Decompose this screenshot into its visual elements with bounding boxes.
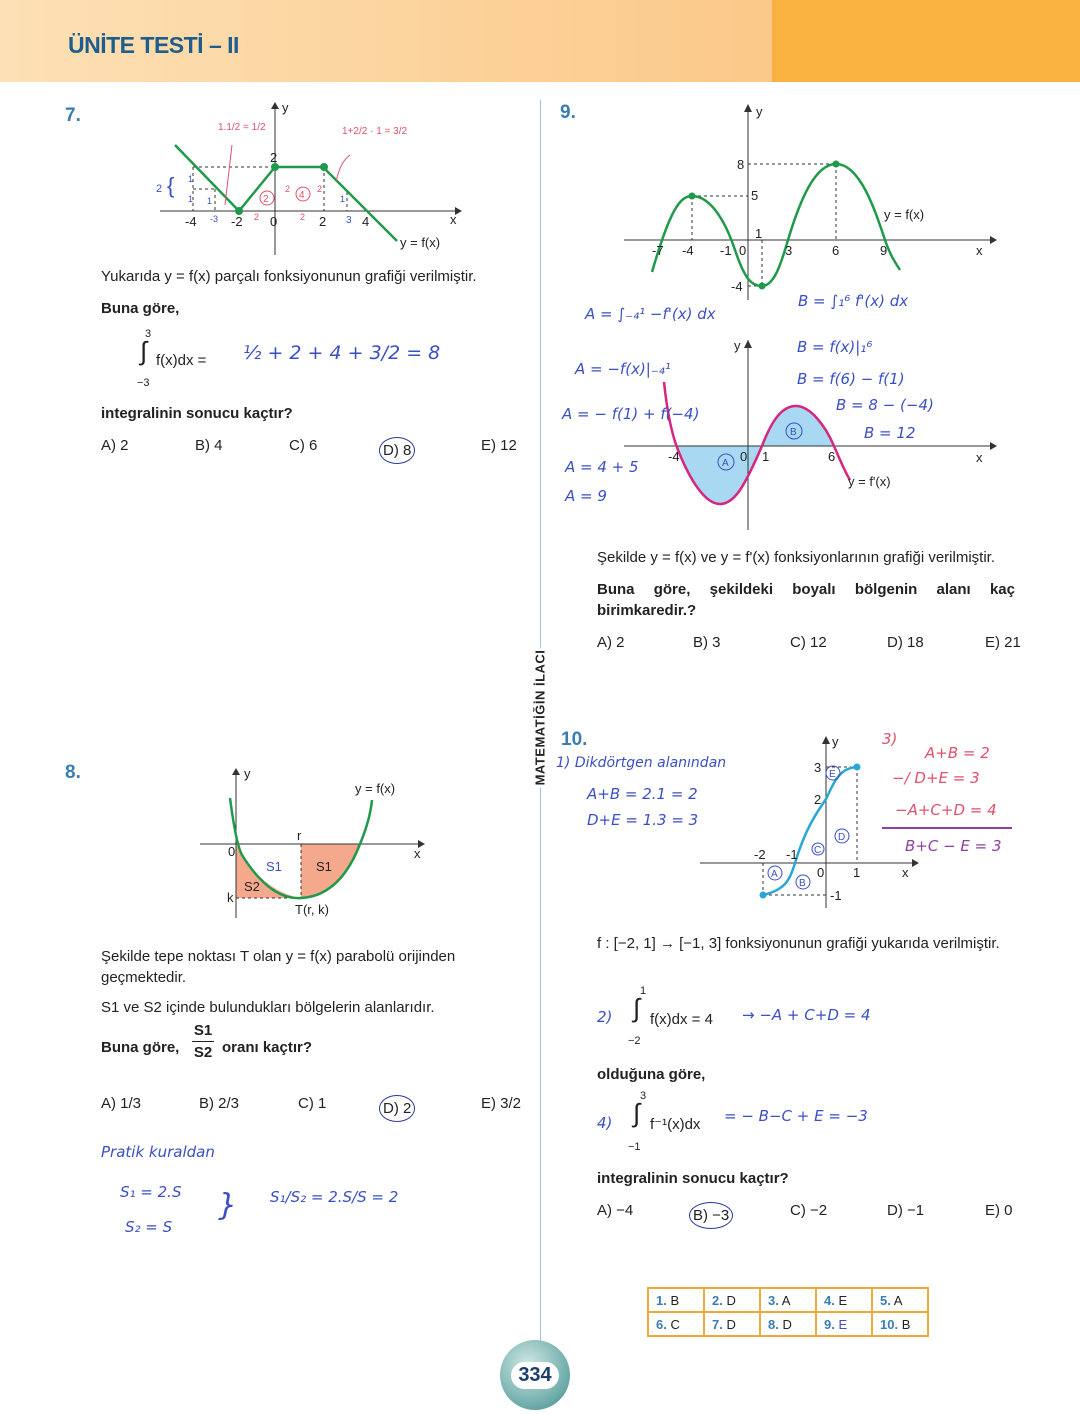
q7-graph-notes-m3: -3 <box>210 214 219 224</box>
q10-sum-line <box>882 827 1012 829</box>
q10-graph-x_ticks-0: -2 <box>754 847 766 862</box>
q9-graph_fp-regions-1: B <box>790 427 797 438</box>
q10-graph-regions-1: B <box>799 878 806 889</box>
answer_key-1-0-a: C <box>670 1316 680 1332</box>
q9-graph_fp-regions-0: A <box>722 458 729 469</box>
q8-graph-s2: S2 <box>244 879 260 894</box>
page-title: ÜNİTE TESTİ – II <box>68 32 239 58</box>
q8-option-b[interactable]: B) 2/3 <box>199 1095 240 1112</box>
q7-graph-notes-ones-2: 1 <box>207 196 213 206</box>
q10-work3-line1: A+B = 2 <box>925 744 990 762</box>
q10-work1-line2: D+E = 1.3 = 3 <box>587 811 699 829</box>
q8-graph-y_label: y <box>244 766 251 781</box>
q7-graph <box>150 100 470 260</box>
answer_key-0-4-n: 5. <box>880 1292 891 1308</box>
q10-graph-y_label: y <box>832 734 839 749</box>
q10-graph-x_ticks-1: -1 <box>786 847 798 862</box>
q7-graph-notes-twos-1: 2 <box>300 212 306 222</box>
q10-text: f : [−2, 1] → [−1, 3] fonksiyonunun grafiği yukarıda verilmiştir. <box>597 935 1000 952</box>
integral-sign: ∫ <box>633 1098 641 1128</box>
q10-option-c[interactable]: C) −2 <box>790 1202 828 1219</box>
answer_key-1-3-a: E <box>838 1316 848 1332</box>
q10-option-a[interactable]: A) −4 <box>597 1202 634 1219</box>
answer-key-table <box>647 1287 929 1337</box>
q9-graph_f-y_label: y <box>756 104 763 119</box>
q9-graph_f-x_ticks-1: -4 <box>682 243 694 258</box>
q8-option-e[interactable]: E) 3/2 <box>481 1095 522 1112</box>
q9-number: 9. <box>560 102 576 123</box>
answer-key-row <box>648 1312 928 1336</box>
q8-graph-origin: 0 <box>228 844 236 859</box>
q7-number: 7. <box>65 105 81 126</box>
q7-graph-x_ticks-2: 0 <box>270 214 278 229</box>
q7-integral-upper: 3 <box>145 328 152 340</box>
q9-work-b5: B = 12 <box>864 424 916 442</box>
x-label: x <box>450 212 457 227</box>
q8-work-line2: S₂ = S <box>125 1218 173 1236</box>
q10-work3-label: 3) <box>882 730 898 748</box>
q8-graph-s1_hand: S1 <box>266 859 282 874</box>
q7-graph-x_ticks-4: 4 <box>362 214 370 229</box>
answer_key-1-3-n: 9. <box>824 1316 835 1332</box>
sidebar-brand <box>528 640 552 800</box>
q7-graph-x_ticks-3: 2 <box>319 214 327 229</box>
q10-graph-regions-4: E <box>829 769 836 780</box>
q10-option-e[interactable]: E) 0 <box>985 1202 1013 1219</box>
q9-work-b2: B = f(x)|₁⁶ <box>797 338 873 356</box>
q8-option-d-selected[interactable]: D) 2 <box>379 1095 415 1122</box>
q8-work-title: Pratik kuraldan <box>101 1143 215 1161</box>
fprime-curve-label: y = f'(x) <box>848 474 891 489</box>
q10-graph-x_label: x <box>902 865 909 880</box>
q9-work-a2: A = −f(x)|₋₄¹ <box>575 360 671 378</box>
q9-graph_fp-x_label: x <box>976 450 983 465</box>
q7-prompt: Buna göre, <box>101 300 180 317</box>
q10-mid-text: olduğuna göre, <box>597 1066 706 1083</box>
q9-option-c[interactable]: C) 12 <box>790 634 827 651</box>
q10-work3-result: B+C − E = 3 <box>905 837 1002 855</box>
q9-graph_f-x_ticks-2: -1 <box>720 243 732 258</box>
q7-graph-notes-region4: 4 <box>299 190 305 201</box>
answer_key-0-2-n: 3. <box>768 1292 779 1308</box>
q7-graph-notes-right_top: 1+2/2 · 1 = 3/2 <box>342 126 408 137</box>
answer_key-0-0-n: 1. <box>656 1292 667 1308</box>
q10-int2-work: = − B−C + E = −3 <box>724 1107 868 1125</box>
answer_key-0-0-a: B <box>670 1292 680 1308</box>
q8-text2: S1 ve S2 içinde bulundukları bölgelerin alanlarıdır. <box>101 999 435 1016</box>
f-curve-label: y = f(x) <box>884 207 925 222</box>
q10-graph-y_ticks-2: -1 <box>830 888 842 903</box>
q10-graph-regions-3: D <box>838 832 846 843</box>
page-number-badge <box>500 1340 570 1410</box>
q7-text: Yukarıda y = f(x) parçalı fonksiyonunun grafiği verilmiştir. <box>101 268 477 285</box>
q8-graph-x_label: x <box>414 846 421 861</box>
q7-graph-notes-ones-1: 1 <box>188 194 194 204</box>
q8-prompt: Buna göre, <box>101 1039 180 1056</box>
q9-graph_fp-x_ticks-2: 1 <box>762 449 770 464</box>
q9-graph_f-x_ticks-4: 1 <box>755 226 763 241</box>
q10-int2-upper: 3 <box>640 1090 647 1102</box>
q9-graph_f-x_ticks-5: 3 <box>785 243 793 258</box>
q8-work-brace: } <box>218 1188 238 1223</box>
q10-int1-lower: −2 <box>628 1035 641 1047</box>
answer_key-1-2-a: D <box>782 1316 792 1332</box>
q9-graph_fp-x_ticks-0: -4 <box>668 449 680 464</box>
q10-int2-lower: −1 <box>628 1141 641 1153</box>
q10-work1-line1: A+B = 2.1 = 2 <box>587 785 698 803</box>
q8-graph-r: r <box>297 828 302 843</box>
answer_key-0-1-n: 2. <box>712 1292 723 1308</box>
q9-option-e[interactable]: E) 21 <box>985 634 1021 651</box>
q7-handwritten-work: ½ + 2 + 4 + 3/2 = 8 <box>243 342 441 364</box>
q7-graph-notes-left_top: 1.1/2 = 1/2 <box>218 122 266 133</box>
frac-bottom: S2 <box>192 1041 214 1063</box>
y-label: y <box>282 100 289 115</box>
q9-graph_f-x_ticks-7: 9 <box>880 243 888 258</box>
q7-graph-notes-ones-3: 1 <box>340 194 346 204</box>
answer_key-1-1-a: D <box>726 1316 736 1332</box>
answer_key-1-2-n: 8. <box>768 1316 779 1332</box>
q9-graph_f-y_ticks-2: -4 <box>731 279 743 294</box>
q10-int1-upper: 1 <box>640 985 647 997</box>
q7-option-b[interactable]: B) 4 <box>195 437 223 454</box>
curve-label: y = f(x) <box>355 781 396 796</box>
q7-graph-notes-twos-3: 2 <box>317 184 323 194</box>
q7-option-a[interactable]: A) 2 <box>101 437 129 454</box>
q8-fraction <box>192 1020 214 1063</box>
q8-option-c[interactable]: C) 1 <box>298 1095 327 1112</box>
q7-integral-lower: −3 <box>137 377 150 389</box>
header-banner <box>0 0 1080 82</box>
q9-work-b4: B = 8 − (−4) <box>836 396 934 414</box>
q10-work1-title: 1) Dikdörtgen alanından <box>556 755 727 771</box>
q10-graph-y_ticks-0: 3 <box>814 760 822 775</box>
frac-top: S1 <box>193 1022 213 1039</box>
q9-option-a[interactable]: A) 2 <box>597 634 625 651</box>
vertex-label: T(r, k) <box>295 902 329 917</box>
q9-work-b3: B = f(6) − f(1) <box>797 370 905 388</box>
q7-question: integralinin sonucu kaçtır? <box>101 405 293 422</box>
svg-text:{: { <box>167 173 175 198</box>
q9-graph_f-x_ticks-0: -7 <box>652 243 664 258</box>
q7-graph-x_ticks-0: -4 <box>185 214 197 229</box>
header-orange-block <box>772 0 1080 82</box>
q10-int1-work: → −A + C+D = 4 <box>742 1006 871 1024</box>
q9-graph_fp-y_label: y <box>734 338 741 353</box>
q10-question: integralinin sonucu kaçtır? <box>597 1170 789 1187</box>
q9-graph_fp-x_ticks-3: 6 <box>828 449 836 464</box>
answer_key-1-1-n: 7. <box>712 1316 723 1332</box>
q8-text1: Şekilde tepe noktası T olan y = f(x) parabolü orijinden geçmektedir. <box>101 948 456 986</box>
curve-label: y = f(x) <box>400 235 441 250</box>
q7-graph-y_tick: 2 <box>270 150 278 165</box>
q8-graph-s1: S1 <box>316 859 332 874</box>
f-curve <box>652 164 900 286</box>
answer_key-0-1-a: D <box>726 1292 736 1308</box>
q7-graph-notes-ones-0: 1 <box>188 174 194 184</box>
q7-graph-x_ticks-1: -2 <box>231 214 243 229</box>
sidebar-brand-text: MATEMATİĞİN İLACI <box>533 648 548 788</box>
q9-work-a3: A = − f(1) + f(−4) <box>562 405 700 423</box>
q10-int1-body: f(x)dx = 4 <box>650 1011 713 1028</box>
q7-integral-body: f(x)dx = <box>156 352 207 369</box>
q7-graph-notes-region2: 2 <box>263 194 269 205</box>
q9-graph_f-x_label: x <box>976 243 983 258</box>
q10-option-b-selected[interactable]: B) −3 <box>689 1202 733 1229</box>
q7-graph-notes-left_brace: 2 <box>156 183 163 195</box>
integral-sign: ∫ <box>140 336 148 366</box>
q9-work-a4: A = 4 + 5 <box>565 458 639 476</box>
q9-work-a1: A = ∫₋₄¹ −f'(x) dx <box>585 305 716 323</box>
q9-option-b[interactable]: B) 3 <box>693 634 721 651</box>
answer_key-1-4-n: 10. <box>880 1316 899 1332</box>
answer_key-0-3-a: E <box>838 1292 848 1308</box>
q10-number: 10. <box>561 729 588 750</box>
q8-option-a[interactable]: A) 1/3 <box>101 1095 142 1112</box>
q9-question: Buna göre, şekildeki boyalı bölgenin alanı kaç birimkaredir.? <box>597 581 1015 619</box>
q7-graph-notes-three: 3 <box>346 215 352 226</box>
q8-work-line1: S₁ = 2.S <box>120 1183 182 1201</box>
q10-graph-regions-2: C <box>814 845 822 856</box>
q7-graph-notes-twos-2: 2 <box>285 184 291 194</box>
answer_key-1-0-n: 6. <box>656 1316 667 1332</box>
answer_key-0-4-a: A <box>893 1292 903 1308</box>
q8-number: 8. <box>65 762 81 783</box>
q10-step2-label: 2) <box>597 1008 613 1026</box>
q9-graph_fp-x_ticks-1: 0 <box>740 449 748 464</box>
q9-graph_f-x_ticks-3: 0 <box>739 243 747 258</box>
q7-option-e[interactable]: E) 12 <box>481 437 517 454</box>
q8-work-result: S₁/S₂ = 2.S/S = 2 <box>270 1188 399 1206</box>
q9-graph_f-x_ticks-6: 6 <box>832 243 840 258</box>
q7-graph-notes-twos-0: 2 <box>254 212 260 222</box>
q10-option-d[interactable]: D) −1 <box>887 1202 925 1219</box>
q10-step4-label: 4) <box>597 1114 613 1132</box>
q10-graph-regions-0: A <box>771 869 778 880</box>
q10-graph-x_ticks-3: 1 <box>853 865 861 880</box>
q9-work-b1: B = ∫₁⁶ f'(x) dx <box>798 292 909 310</box>
q10-graph-x_ticks-2: 0 <box>817 865 825 880</box>
q9-graph_f-y_ticks-0: 8 <box>737 157 745 172</box>
q7-option-c[interactable]: C) 6 <box>289 437 318 454</box>
q8-graph-k: k <box>227 890 234 905</box>
integral-sign: ∫ <box>633 993 641 1023</box>
answer_key-0-3-n: 4. <box>824 1292 835 1308</box>
q9-option-d[interactable]: D) 18 <box>887 634 924 651</box>
page-number: 334 <box>511 1362 558 1389</box>
answer_key-0-2-a: A <box>781 1292 791 1308</box>
q9-work-a5: A = 9 <box>565 487 607 505</box>
answer_key-1-4-a: B <box>901 1316 911 1332</box>
q10-work3-line2: −/ D+E = 3 <box>892 769 980 787</box>
q10-graph-y_ticks-1: 2 <box>814 792 822 807</box>
q9-text: Şekilde y = f(x) ve y = f'(x) fonksiyonlarının grafiği verilmiştir. <box>597 549 995 566</box>
answer-key-row <box>648 1288 928 1312</box>
q10-int2-body: f⁻¹(x)dx <box>650 1116 701 1133</box>
q8-question: oranı kaçtır? <box>222 1039 313 1056</box>
q8-graph <box>190 760 440 920</box>
q7-option-d-selected[interactable]: D) 8 <box>379 437 415 464</box>
q9-graph_f-y_ticks-1: 5 <box>751 188 759 203</box>
q10-work3-line3: −A+C+D = 4 <box>895 801 997 819</box>
